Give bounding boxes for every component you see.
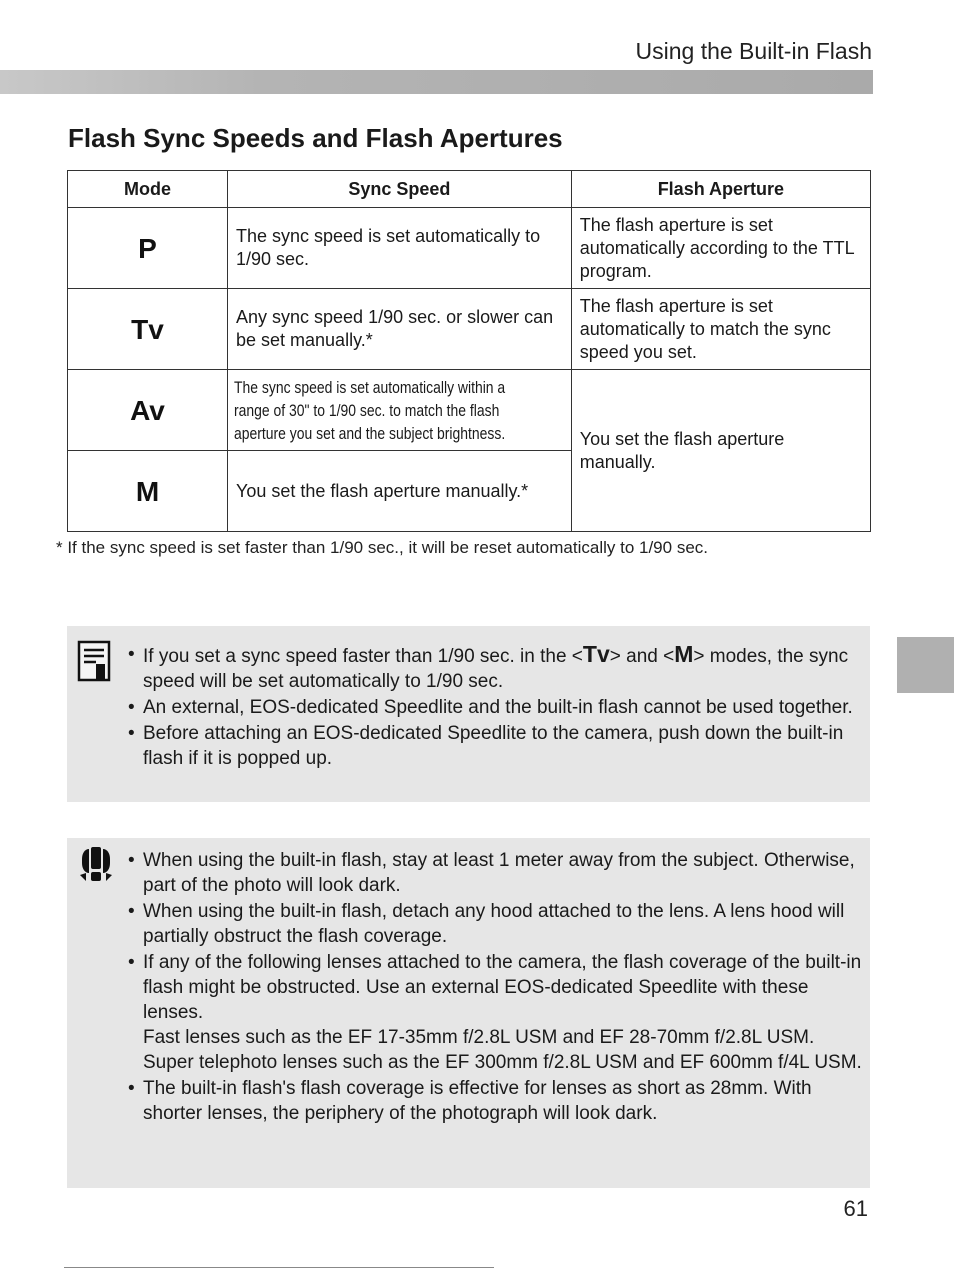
caution-list <box>128 848 868 1127</box>
memo-icon <box>76 640 116 684</box>
header-bar <box>0 70 873 94</box>
sync-speed-p: The sync speed is set automatically to 1/90 sec. <box>228 208 572 289</box>
chapter-side-tab <box>897 637 954 693</box>
fast-lenses-text: Fast lenses such as the EF 17-35mm f/2.8L USM and EF 28-70mm f/2.8L USM. <box>143 1027 815 1048</box>
section-title: Flash Sync Speeds and Flash Apertures <box>68 123 563 153</box>
page-number: 61 <box>843 1196 868 1221</box>
header-mode: Mode <box>68 171 228 208</box>
caution-item: • The built-in flash's flash coverage is effective for lenses as short as 28mm. With shorter lenses, the periphery of the photograph will look dark. <box>128 1076 868 1126</box>
running-header: Using the Built-in Flash <box>635 38 872 64</box>
mode-av: Av <box>68 370 228 451</box>
sync-speed-m: You set the flash aperture manually.* <box>228 451 572 532</box>
bottom-rule <box>64 1267 494 1268</box>
memo-item-text-2: > and < <box>609 646 675 667</box>
caution-icon <box>76 845 116 887</box>
caution-item: • When using the built-in flash, stay at least 1 meter away from the subject. Otherwise, part of the photo will look dark. <box>128 848 868 898</box>
tv-mode-symbol: Tv <box>582 641 610 667</box>
flash-aperture-p: The flash aperture is set automatically according to the TTL program. <box>571 208 870 289</box>
caution-item <box>128 950 868 1075</box>
sync-speed-av-line-3: aperture you set and the subject brightness. <box>234 423 506 443</box>
flash-aperture-av-m: You set the flash aperture manually. <box>571 370 870 532</box>
table-footnote: * If the sync speed is set faster than 1/90 sec., it will be reset automatically to 1/90 sec. <box>56 538 708 557</box>
memo-item <box>128 642 868 694</box>
mode-p: P <box>68 208 228 289</box>
table-header-row <box>68 171 871 208</box>
mode-m: M <box>68 451 228 532</box>
memo-item: • An external, EOS-dedicated Speedlite and the built-in flash cannot be used together. <box>128 695 868 720</box>
memo-item: • Before attaching an EOS-dedicated Speedlite to the camera, push down the built-in flash if it is popped up. <box>128 721 868 771</box>
memo-item-text-3: > modes, the sync speed will be set automatically to 1/90 sec. <box>143 646 849 692</box>
header-sync-speed: Sync Speed <box>228 171 572 208</box>
sync-speed-av-line-2: range of 30" to 1/90 sec. to match the flash <box>234 400 500 420</box>
table-row-av <box>68 370 871 451</box>
sync-speed-table <box>67 170 871 532</box>
table-row-tv <box>68 289 871 370</box>
caution-item-text: • If any of the following lenses attached to the camera, the flash coverage of the built-in flash might be obstructed. Use an external EOS-dedicated Speedlite with these lenses. <box>143 952 862 1023</box>
m-mode-symbol: M <box>674 641 694 667</box>
memo-item-text-1: If you set a sync speed faster than 1/90 sec. in the < <box>143 646 583 667</box>
flash-aperture-tv: The flash aperture is set automatically to match the sync speed you set. <box>571 289 870 370</box>
table-row-p <box>68 208 871 289</box>
telephoto-lenses-text: Super telephoto lenses such as the EF 300mm f/2.8L USM and EF 600mm f/4L USM. <box>143 1052 862 1073</box>
caution-item: • When using the built-in flash, detach any hood attached to the lens. A lens hood will partially obstruct the flash coverage. <box>128 899 868 949</box>
memo-list <box>128 642 868 772</box>
sync-speed-av <box>228 370 572 451</box>
sync-speed-av-line-1: The sync speed is set automatically within a <box>234 377 506 397</box>
sync-speed-tv: Any sync speed 1/90 sec. or slower can be set manually.* <box>228 289 572 370</box>
mode-tv: Tv <box>68 289 228 370</box>
header-flash-aperture: Flash Aperture <box>571 171 870 208</box>
